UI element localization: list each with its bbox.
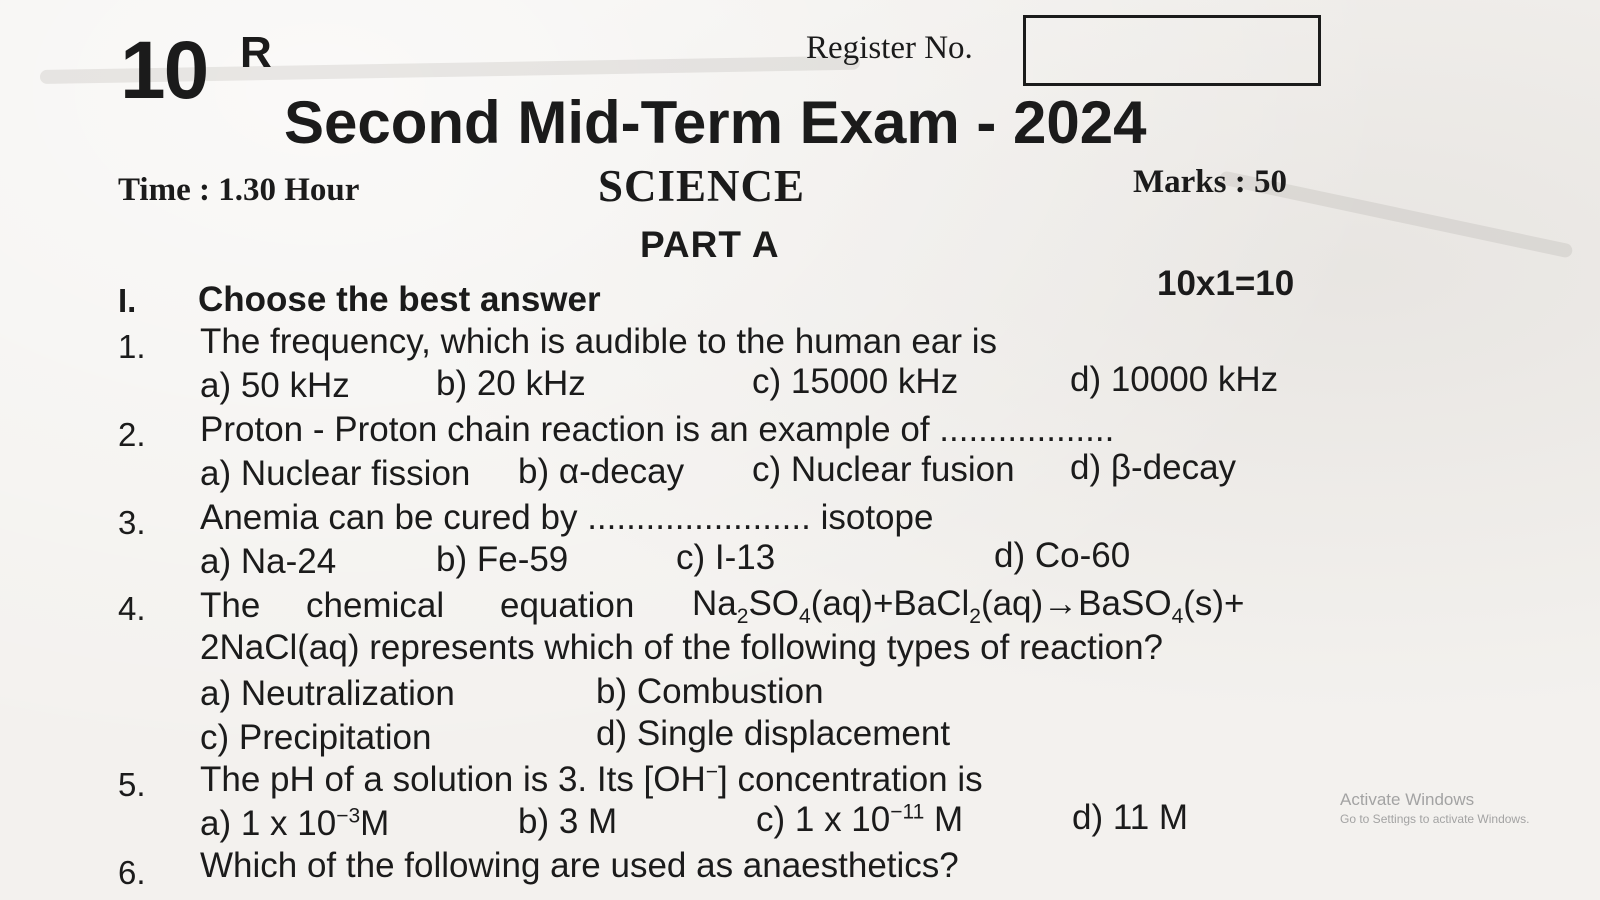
option: a) Na-24 (200, 542, 337, 581)
option: c) Precipitation (200, 718, 432, 757)
option-unit: M (360, 804, 390, 843)
option: c) Nuclear fusion (752, 450, 1015, 489)
question-number: 4. (118, 590, 146, 627)
option-text: c) 1 x 10 (756, 800, 891, 839)
register-number-box (1023, 15, 1321, 86)
superscript: −3 (336, 804, 361, 828)
question-word: The (200, 586, 261, 625)
question-text: 2NaCl(aq) represents which of the following types of reaction? (200, 628, 1163, 667)
superscript: −11 (890, 800, 925, 824)
question-word: chemical (306, 586, 445, 625)
option: a) 50 kHz (200, 366, 350, 405)
subscript: 2 (736, 605, 749, 628)
option: d) Co-60 (994, 536, 1131, 575)
equation-part: (aq)→BaSO (980, 584, 1172, 623)
exam-subject: SCIENCE (598, 161, 806, 211)
equation-part: Na (692, 584, 737, 623)
question-text: The frequency, which is audible to the human ear is (200, 322, 998, 361)
option: d) 11 M (1072, 798, 1189, 837)
option: c) 15000 kHz (752, 362, 959, 401)
option (200, 804, 389, 844)
exam-marks: Marks : 50 (1133, 164, 1287, 200)
question-number: 3. (118, 504, 146, 541)
option: a) Nuclear fission (200, 454, 471, 493)
section-number: I. (118, 282, 137, 319)
chemical-equation (692, 584, 1245, 629)
exam-time: Time : 1.30 Hour (118, 172, 360, 208)
option-unit: M (924, 800, 964, 839)
question-text: Proton - Proton chain reaction is an example of .................. (200, 410, 1115, 449)
option (756, 800, 963, 840)
equation-part: SO (748, 584, 800, 623)
option: b) 20 kHz (436, 364, 586, 403)
option: b) Combustion (596, 672, 824, 711)
section-marks: 10x1=10 (1157, 264, 1295, 303)
equation-part: (s)+ (1183, 584, 1245, 623)
question-number: 6. (118, 854, 146, 891)
grade-suffix: R (240, 28, 272, 77)
question-text-part: The pH of a solution is 3. Its [OH (200, 760, 706, 799)
exam-title: Second Mid-Term Exam - 2024 (284, 89, 1147, 156)
question-number: 2. (118, 416, 146, 453)
activate-windows-text: Activate Windows (1340, 790, 1475, 809)
question-text: Which of the following are used as anaesthetics? (200, 846, 959, 885)
subscript: 4 (799, 605, 811, 628)
section-instruction: Choose the best answer (198, 280, 601, 319)
subscript: 2 (969, 605, 981, 628)
question-text-part: isotope (820, 498, 934, 537)
option: a) Neutralization (200, 674, 455, 713)
option: b) 3 M (518, 802, 618, 841)
option: c) I-13 (676, 538, 776, 577)
question-text-part: ] concentration is (718, 760, 983, 799)
question-number: 1. (118, 328, 146, 365)
option: d) Single displacement (596, 714, 951, 753)
question-text-part: Anemia can be cured by (200, 498, 578, 537)
subscript: 4 (1171, 605, 1184, 628)
option: d) β-decay (1070, 448, 1237, 487)
blank-dots: ....................... (587, 498, 811, 537)
activate-windows-subtext: Go to Settings to activate Windows. (1340, 812, 1530, 826)
equation-part: (aq)+BaCl (810, 584, 970, 623)
part-heading: PART A (640, 224, 780, 265)
register-number-label: Register No. (806, 30, 973, 66)
superscript: − (705, 760, 719, 784)
option: d) 10000 kHz (1070, 360, 1279, 399)
question-text (200, 760, 983, 800)
option: b) Fe-59 (436, 540, 569, 579)
question-number: 5. (118, 766, 146, 803)
grade-label: 10 (120, 25, 208, 116)
question-text (200, 498, 933, 538)
option: b) α-decay (518, 452, 685, 491)
question-word: equation (500, 586, 635, 625)
option-text: a) 1 x 10 (200, 804, 337, 843)
